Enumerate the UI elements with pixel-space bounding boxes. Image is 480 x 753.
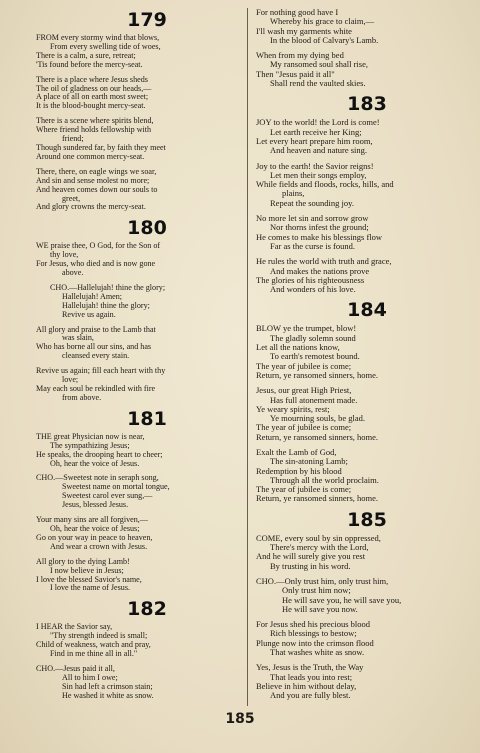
verse-line: The glories of his righteousness: [256, 275, 365, 285]
verse-line: He speaks, the drooping heart to cheer;: [36, 450, 163, 459]
chorus-line: CHO.—Hallelujah! thine the glory;: [50, 283, 166, 292]
verse-line: Far as the curse is found.: [270, 241, 355, 251]
verse-line: Where friend holds fellowship with: [36, 126, 152, 135]
chorus: [36, 284, 258, 320]
verse-line: Revive us again; fill each heart with thy: [36, 367, 166, 376]
verse-line: FROM every stormy wind that blows,: [36, 34, 160, 42]
verse-line: Though sundered far, by faith they meet: [36, 143, 166, 152]
verse-line: There, there, on eagle wings we soar,: [36, 167, 157, 176]
chorus-line: He will save you, he will save you,: [282, 595, 402, 605]
hymn-number: 179: [127, 9, 167, 31]
verse-line: A place of all on earth most sweet;: [36, 93, 149, 102]
verse-line: Through all the world proclaim.: [270, 475, 379, 485]
verse-line: My ransomed soul shall rise,: [270, 60, 368, 70]
stanza: [256, 534, 478, 571]
chorus: [256, 577, 478, 614]
stanza: [36, 367, 258, 403]
stanza: [36, 117, 258, 162]
verse-line: From every swelling tide of woes,: [50, 42, 161, 51]
verse-line: Return, ye ransomed sinners, home.: [256, 432, 379, 442]
verse-line: Plunge now into the crimson flood: [256, 638, 374, 648]
verse-line: May each soul be rekindled with fire: [36, 385, 156, 393]
verse-line: Then "Jesus paid it all": [256, 69, 335, 79]
verse-line: The sympathizing Jesus;: [50, 441, 130, 450]
verse-line: That washes white as snow.: [270, 648, 365, 658]
verse-line: Rich blessings to bestow;: [270, 629, 357, 639]
verse-line: There's mercy with the Lord,: [270, 543, 369, 553]
verse-line: He comes to make his blessings flow: [256, 232, 383, 242]
stanza: [256, 214, 478, 251]
verse-line: Exalt the Lamb of God,: [256, 447, 337, 457]
verse-line: It is the blood-bought mercy-seat.: [36, 102, 146, 111]
chorus-line: Revive us again.: [62, 310, 116, 319]
hymn-number: 184: [347, 299, 387, 322]
hymn-number: 185: [347, 508, 387, 531]
verse-line: And you are fully blest.: [270, 691, 351, 701]
verse-line: Child of weakness, watch and pray,: [36, 641, 151, 650]
chorus: [36, 665, 258, 701]
verse-line: was slain,: [62, 334, 94, 343]
verse-line: He rules the world with truth and grace,: [256, 257, 392, 267]
verse-line: cleansed every stain.: [62, 352, 130, 361]
verse-line: That leads you into rest;: [270, 672, 353, 682]
chorus-line: He washed it white as snow.: [62, 691, 154, 700]
verse-line: above.: [62, 269, 84, 278]
chorus-line: Sweetest carol ever sung,—: [62, 492, 153, 501]
chorus-line: Only trust him now;: [282, 586, 351, 596]
verse-line: And glory crowns the mercy-seat.: [36, 203, 146, 212]
verse-line: The oil of gladness on our heads,—: [36, 84, 152, 93]
stanza: [36, 168, 258, 213]
verse-line: I now believe in Jesus;: [50, 566, 124, 575]
chorus-line: CHO.—Sweetest note in seraph song,: [36, 474, 159, 483]
verse-line: Let all the nations know,: [256, 343, 340, 353]
page-number: 185: [225, 711, 255, 727]
chorus-line: Sin had left a crimson stain;: [62, 682, 153, 691]
verse-line: Go on your way in peace to heaven,: [36, 533, 153, 542]
verse-line: I'll wash my garments white: [256, 26, 352, 36]
verse-line: And sin and sense molest no more;: [36, 176, 150, 185]
verse-line: And he will surely give you rest: [256, 552, 366, 562]
chorus-line: Jesus, blessed Jesus.: [62, 501, 129, 510]
chorus-line: CHO.—Only trust him, only trust him,: [256, 576, 389, 586]
verse-line: 'Tis found before the mercy-seat.: [36, 60, 143, 69]
stanza: [36, 34, 258, 70]
stanza: [256, 257, 478, 294]
verse-line: JOY to the world! the Lord is come!: [256, 118, 380, 128]
verse-line: Your many sins are all forgiven,—: [36, 516, 148, 525]
verse-line: friend;: [62, 135, 84, 144]
verse-line: Who has borne all our sins, and has: [36, 343, 152, 352]
verse-line: There is a calm, a sure, retreat;: [36, 51, 136, 60]
hymn-number: 180: [127, 217, 167, 240]
left-column: [36, 8, 258, 707]
stanza: [36, 433, 258, 469]
verse-line: Let men their songs employ,: [270, 170, 367, 180]
verse-line: The year of jubilee is come;: [256, 361, 352, 371]
verse-line: I love the blessed Savior's name,: [36, 575, 142, 584]
verse-line: And wear a crown with Jesus.: [50, 542, 148, 551]
verse-line: Return, ye ransomed sinners, home.: [256, 494, 379, 504]
hymn-number: 182: [127, 598, 167, 621]
verse-line: BLOW ye the trumpet, blow!: [256, 324, 357, 334]
verse-line: There is a place where Jesus sheds: [36, 75, 148, 84]
stanza: [256, 324, 478, 380]
verse-line: All glory to the dying Lamb!: [36, 557, 130, 566]
verse-line: Ye mourning souls, be glad.: [270, 414, 365, 424]
verse-line: In the blood of Calvary's Lamb.: [270, 35, 379, 45]
stanza: [256, 448, 478, 504]
verse-line: All glory and praise to the Lamb that: [36, 325, 156, 334]
verse-line: greet,: [62, 194, 81, 203]
stanza: [36, 623, 258, 659]
verse-line: love;: [62, 376, 79, 385]
stanza: [256, 663, 478, 700]
verse-line: Has full atonement made.: [270, 395, 358, 405]
column-divider: [247, 8, 248, 706]
verse-line: For Jesus shed his precious blood: [256, 620, 371, 630]
stanza: [256, 162, 478, 208]
verse-line: When from my dying bed: [256, 51, 344, 61]
verse-line: from above.: [62, 393, 102, 402]
stanza: [256, 118, 478, 155]
verse-line: COME, every soul by sin oppressed,: [256, 533, 381, 543]
verse-line: Find in me thine all in all.": [50, 650, 138, 659]
chorus-line: Hallelujah! thine the glory;: [62, 301, 150, 310]
verse-line: And wonders of his love.: [270, 285, 356, 295]
verse-line: The sin-atoning Lamb;: [270, 457, 348, 467]
verse-line: No more let sin and sorrow grow: [256, 214, 369, 224]
verse-line: thy love,: [50, 251, 79, 260]
chorus-line: He will save you now.: [282, 604, 358, 614]
verse-line: And heaven and nature sing.: [270, 146, 368, 156]
verse-line: Nor thorns infest the ground;: [270, 223, 369, 233]
chorus-line: CHO.—Jesus paid it all,: [36, 664, 115, 673]
verse-line: For nothing good have I: [256, 8, 339, 17]
verse-line: The gladly solemn sound: [270, 333, 356, 343]
verse-line: "Thy strength indeed is small;: [50, 632, 148, 641]
chorus-line: Sweetest name on mortal tongue,: [62, 483, 170, 492]
hymn-number: 181: [127, 407, 167, 430]
verse-line: The year of jubilee is come;: [256, 485, 352, 495]
verse-line: THE great Physician now is near,: [36, 432, 145, 441]
verse-line: And heaven comes down our souls to: [36, 185, 158, 194]
verse-line: Joy to the earth! the Savior reigns!: [256, 161, 374, 171]
verse-line: I HEAR the Savior say,: [36, 623, 113, 632]
verse-line: plains,: [282, 189, 305, 199]
hymn-number: 183: [347, 93, 387, 116]
verse-line: Around one common mercy-seat.: [36, 152, 145, 161]
chorus: [36, 474, 258, 510]
chorus-line: Hallelujah! Amen;: [62, 292, 123, 301]
verse-line: The year of jubilee is come;: [256, 423, 352, 433]
verse-line: There is a scene where spirits blend,: [36, 117, 154, 126]
verse-line: Let earth receive her King;: [270, 127, 362, 137]
verse-line: Return, ye ransomed sinners, home.: [256, 370, 379, 380]
verse-line: Yes, Jesus is the Truth, the Way: [256, 663, 364, 673]
verse-line: Let every heart prepare him room,: [256, 136, 373, 146]
verse-line: Believe in him without delay,: [256, 681, 357, 691]
stanza: [256, 386, 478, 442]
verse-line: WE praise thee, O God, for the Son of: [36, 242, 161, 251]
stanza: [256, 620, 478, 657]
verse-line: Repeat the sounding joy.: [270, 198, 354, 208]
verse-line: While fields and floods, rocks, hills, and: [256, 180, 394, 190]
verse-line: Ye weary spirits, rest;: [256, 404, 330, 414]
verse-line: Jesus, our great High Priest,: [256, 386, 352, 396]
stanza: [36, 242, 258, 278]
verse-line: To earth's remotest bound.: [270, 352, 360, 362]
stanza: [36, 326, 258, 362]
verse-line: Redemption by his blood: [256, 466, 342, 476]
chorus-line: All to him I owe;: [62, 673, 118, 682]
stanza: [36, 558, 258, 594]
stanza: [36, 76, 258, 112]
verse-line: Oh, hear the voice of Jesus;: [50, 524, 140, 533]
verse-line: By trusting in his word.: [270, 561, 351, 571]
stanza: [256, 8, 478, 45]
verse-line: Oh, hear the voice of Jesus.: [50, 459, 140, 468]
stanza: [256, 51, 478, 88]
verse-line: Whereby his grace to claim,—: [270, 17, 375, 27]
verse-line: Shall rend the vaulted skies.: [270, 79, 366, 89]
verse-line: For Jesus, who died and is now gone: [36, 260, 156, 269]
right-column: [256, 8, 478, 707]
verse-line: And makes the nations prove: [270, 266, 370, 276]
stanza: [36, 516, 258, 552]
verse-line: I love the name of Jesus.: [50, 584, 131, 593]
